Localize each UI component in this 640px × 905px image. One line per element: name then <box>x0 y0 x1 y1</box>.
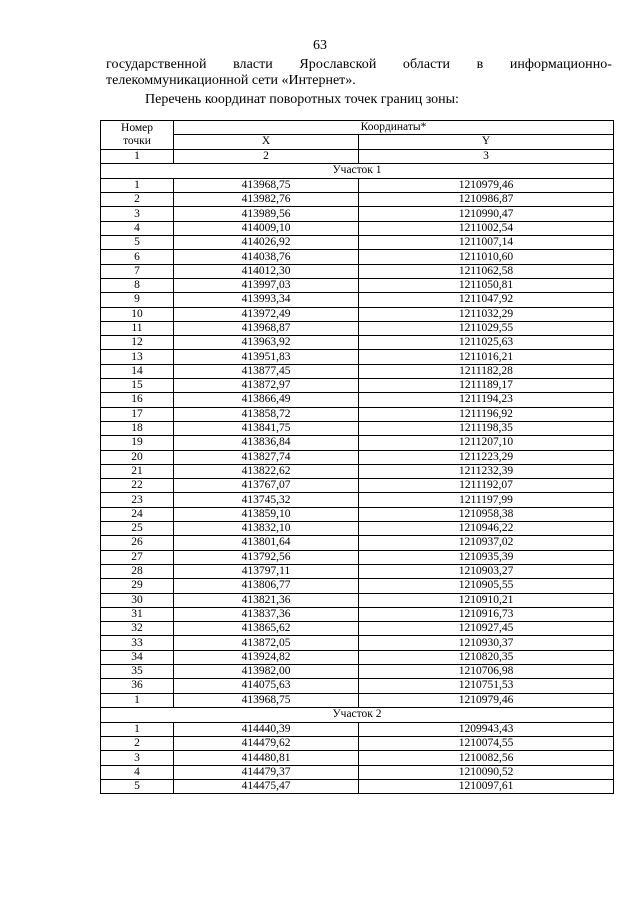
header-y: Y <box>359 135 614 149</box>
y-coordinate-cell: 1211223,29 <box>359 450 614 464</box>
y-coordinate-cell: 1211197,99 <box>359 493 614 507</box>
y-coordinate-cell: 1210910,21 <box>359 593 614 607</box>
table-row <box>101 178 614 192</box>
table-row <box>101 236 614 250</box>
x-coordinate-cell: 413989,56 <box>174 207 359 221</box>
point-number-cell: 11 <box>101 321 174 335</box>
point-number-cell: 3 <box>101 751 174 765</box>
x-coordinate-cell: 413924,82 <box>174 650 359 664</box>
x-coordinate-cell: 413822,62 <box>174 464 359 478</box>
point-number-cell: 23 <box>101 493 174 507</box>
y-coordinate-cell: 1210979,46 <box>359 693 614 707</box>
table-row <box>101 393 614 407</box>
x-coordinate-cell: 413972,49 <box>174 307 359 321</box>
x-coordinate-cell: 414012,30 <box>174 264 359 278</box>
x-coordinate-cell: 413801,64 <box>174 536 359 550</box>
x-coordinate-cell: 414009,10 <box>174 221 359 235</box>
table-row <box>101 550 614 564</box>
header-x: X <box>174 135 359 149</box>
point-number-cell: 30 <box>101 593 174 607</box>
point-number-cell: 28 <box>101 564 174 578</box>
y-coordinate-cell: 1210820,35 <box>359 650 614 664</box>
point-number-cell: 17 <box>101 407 174 421</box>
y-coordinate-cell: 1211032,29 <box>359 307 614 321</box>
x-coordinate-cell: 413997,03 <box>174 278 359 292</box>
y-coordinate-cell: 1211010,60 <box>359 250 614 264</box>
x-coordinate-cell: 414440,39 <box>174 722 359 736</box>
y-coordinate-cell: 1210958,38 <box>359 507 614 521</box>
y-coordinate-cell: 1210979,46 <box>359 178 614 192</box>
x-coordinate-cell: 413827,74 <box>174 450 359 464</box>
x-coordinate-cell: 413792,56 <box>174 550 359 564</box>
x-coordinate-cell: 413982,00 <box>174 664 359 678</box>
table-row <box>101 450 614 464</box>
x-coordinate-cell: 413745,32 <box>174 493 359 507</box>
x-coordinate-cell: 413837,36 <box>174 607 359 621</box>
table-row <box>101 321 614 335</box>
y-coordinate-cell: 1211050,81 <box>359 278 614 292</box>
x-coordinate-cell: 414038,76 <box>174 250 359 264</box>
x-coordinate-cell: 414475,47 <box>174 780 359 794</box>
point-number-cell: 7 <box>101 264 174 278</box>
table-row <box>101 278 614 292</box>
point-number-cell: 34 <box>101 650 174 664</box>
y-coordinate-cell: 1211182,28 <box>359 364 614 378</box>
y-coordinate-cell: 1211194,23 <box>359 393 614 407</box>
point-number-cell: 12 <box>101 336 174 350</box>
table-row <box>101 421 614 435</box>
y-coordinate-cell: 1210990,47 <box>359 207 614 221</box>
y-coordinate-cell: 1210082,56 <box>359 751 614 765</box>
point-number-cell: 1 <box>101 722 174 736</box>
x-coordinate-cell: 413821,36 <box>174 593 359 607</box>
point-number-cell: 21 <box>101 464 174 478</box>
y-coordinate-cell: 1211198,35 <box>359 421 614 435</box>
table-row <box>101 536 614 550</box>
point-number-cell: 2 <box>101 193 174 207</box>
intro-text-line-2: телекоммуникационной сети «Интернет». <box>106 73 356 88</box>
y-coordinate-cell: 1210905,55 <box>359 579 614 593</box>
point-number-cell: 14 <box>101 364 174 378</box>
point-number-cell: 26 <box>101 536 174 550</box>
y-coordinate-cell: 1211029,55 <box>359 321 614 335</box>
header-point-line2: точки <box>123 134 151 147</box>
point-number-cell: 22 <box>101 479 174 493</box>
x-coordinate-cell: 413806,77 <box>174 579 359 593</box>
x-coordinate-cell: 413797,11 <box>174 564 359 578</box>
table-row <box>101 307 614 321</box>
x-coordinate-cell: 413767,07 <box>174 479 359 493</box>
y-coordinate-cell: 1210927,45 <box>359 622 614 636</box>
point-number-cell: 6 <box>101 250 174 264</box>
table-row <box>101 751 614 765</box>
point-number-cell: 3 <box>101 207 174 221</box>
table-row <box>101 564 614 578</box>
table-row <box>101 264 614 278</box>
y-coordinate-cell: 1211192,07 <box>359 479 614 493</box>
table-row <box>101 679 614 693</box>
point-number-cell: 27 <box>101 550 174 564</box>
table-row <box>101 479 614 493</box>
x-coordinate-cell: 413951,83 <box>174 350 359 364</box>
y-coordinate-cell: 1210090,52 <box>359 765 614 779</box>
table-row <box>101 464 614 478</box>
y-coordinate-cell: 1211062,58 <box>359 264 614 278</box>
x-coordinate-cell: 413968,75 <box>174 178 359 192</box>
table-row <box>101 193 614 207</box>
y-coordinate-cell: 1210937,02 <box>359 536 614 550</box>
intro-text-line-1: государственной власти Ярославской области в информационно- <box>106 57 612 72</box>
table-row <box>101 622 614 636</box>
point-number-cell: 36 <box>101 679 174 693</box>
x-coordinate-cell: 413858,72 <box>174 407 359 421</box>
x-coordinate-cell: 414026,92 <box>174 236 359 250</box>
x-coordinate-cell: 414075,63 <box>174 679 359 693</box>
point-number-cell: 20 <box>101 450 174 464</box>
x-coordinate-cell: 413968,75 <box>174 693 359 707</box>
column-number-1: 1 <box>101 149 174 163</box>
x-coordinate-cell: 413841,75 <box>174 421 359 435</box>
y-coordinate-cell: 1210946,22 <box>359 522 614 536</box>
x-coordinate-cell: 413968,87 <box>174 321 359 335</box>
table-row <box>101 364 614 378</box>
table-row <box>101 780 614 794</box>
x-coordinate-cell: 414479,37 <box>174 765 359 779</box>
x-coordinate-cell: 413993,34 <box>174 293 359 307</box>
y-coordinate-cell: 1211025,63 <box>359 336 614 350</box>
point-number-cell: 9 <box>101 293 174 307</box>
table-row <box>101 722 614 736</box>
section-title: Участок 1 <box>101 163 614 178</box>
header-point-line1: Номер <box>121 121 153 134</box>
point-number-cell: 18 <box>101 421 174 435</box>
y-coordinate-cell: 1211047,92 <box>359 293 614 307</box>
table-row <box>101 407 614 421</box>
point-number-cell: 8 <box>101 278 174 292</box>
x-coordinate-cell: 413982,76 <box>174 193 359 207</box>
y-coordinate-cell: 1210706,98 <box>359 664 614 678</box>
y-coordinate-cell: 1211232,39 <box>359 464 614 478</box>
point-number-cell: 1 <box>101 178 174 192</box>
y-coordinate-cell: 1210074,55 <box>359 737 614 751</box>
point-number-cell: 35 <box>101 664 174 678</box>
table-row <box>101 436 614 450</box>
x-coordinate-cell: 413872,05 <box>174 636 359 650</box>
x-coordinate-cell: 413859,10 <box>174 507 359 521</box>
y-coordinate-cell: 1210751,53 <box>359 679 614 693</box>
y-coordinate-cell: 1210097,61 <box>359 780 614 794</box>
table-row <box>101 350 614 364</box>
coordinates-table <box>100 120 614 794</box>
y-coordinate-cell: 1209943,43 <box>359 722 614 736</box>
table-row <box>101 379 614 393</box>
point-number-cell: 5 <box>101 780 174 794</box>
table-row <box>101 650 614 664</box>
table-row <box>101 207 614 221</box>
table-row <box>101 293 614 307</box>
y-coordinate-cell: 1210903,27 <box>359 564 614 578</box>
y-coordinate-cell: 1211207,10 <box>359 436 614 450</box>
point-number-cell: 15 <box>101 379 174 393</box>
section-row <box>101 707 614 722</box>
x-coordinate-cell: 413963,92 <box>174 336 359 350</box>
point-number-cell: 33 <box>101 636 174 650</box>
table-row <box>101 765 614 779</box>
y-coordinate-cell: 1210930,37 <box>359 636 614 650</box>
table-caption: Перечень координат поворотных точек границ зоны: <box>145 92 459 107</box>
y-coordinate-cell: 1210916,73 <box>359 607 614 621</box>
table-row <box>101 607 614 621</box>
column-number-3: 3 <box>359 149 614 163</box>
point-number-cell: 31 <box>101 607 174 621</box>
x-coordinate-cell: 413832,10 <box>174 522 359 536</box>
y-coordinate-cell: 1211196,92 <box>359 407 614 421</box>
x-coordinate-cell: 413865,62 <box>174 622 359 636</box>
x-coordinate-cell: 413872,97 <box>174 379 359 393</box>
table-row <box>101 593 614 607</box>
table-row <box>101 693 614 707</box>
x-coordinate-cell: 414480,81 <box>174 751 359 765</box>
y-coordinate-cell: 1210986,87 <box>359 193 614 207</box>
point-number-cell: 13 <box>101 350 174 364</box>
table-row <box>101 579 614 593</box>
point-number-cell: 5 <box>101 236 174 250</box>
table-row <box>101 664 614 678</box>
table-row <box>101 493 614 507</box>
point-number-cell: 4 <box>101 221 174 235</box>
table-row <box>101 336 614 350</box>
table-row <box>101 737 614 751</box>
column-number-2: 2 <box>174 149 359 163</box>
page-number: 63 <box>313 38 327 53</box>
y-coordinate-cell: 1211189,17 <box>359 379 614 393</box>
point-number-cell: 19 <box>101 436 174 450</box>
point-number-cell: 29 <box>101 579 174 593</box>
y-coordinate-cell: 1211016,21 <box>359 350 614 364</box>
table-row <box>101 522 614 536</box>
table-row <box>101 221 614 235</box>
table-row <box>101 636 614 650</box>
table-row <box>101 507 614 521</box>
table-row <box>101 250 614 264</box>
table-body <box>101 163 614 793</box>
point-number-cell: 1 <box>101 693 174 707</box>
point-number-cell: 4 <box>101 765 174 779</box>
header-coordinates: Координаты* <box>174 121 614 135</box>
header-point-number <box>101 121 174 150</box>
x-coordinate-cell: 413866,49 <box>174 393 359 407</box>
x-coordinate-cell: 413877,45 <box>174 364 359 378</box>
x-coordinate-cell: 414479,62 <box>174 737 359 751</box>
point-number-cell: 10 <box>101 307 174 321</box>
section-row <box>101 163 614 178</box>
y-coordinate-cell: 1211002,54 <box>359 221 614 235</box>
point-number-cell: 25 <box>101 522 174 536</box>
point-number-cell: 24 <box>101 507 174 521</box>
section-title: Участок 2 <box>101 707 614 722</box>
x-coordinate-cell: 413836,84 <box>174 436 359 450</box>
point-number-cell: 16 <box>101 393 174 407</box>
point-number-cell: 2 <box>101 737 174 751</box>
y-coordinate-cell: 1211007,14 <box>359 236 614 250</box>
point-number-cell: 32 <box>101 622 174 636</box>
y-coordinate-cell: 1210935,39 <box>359 550 614 564</box>
